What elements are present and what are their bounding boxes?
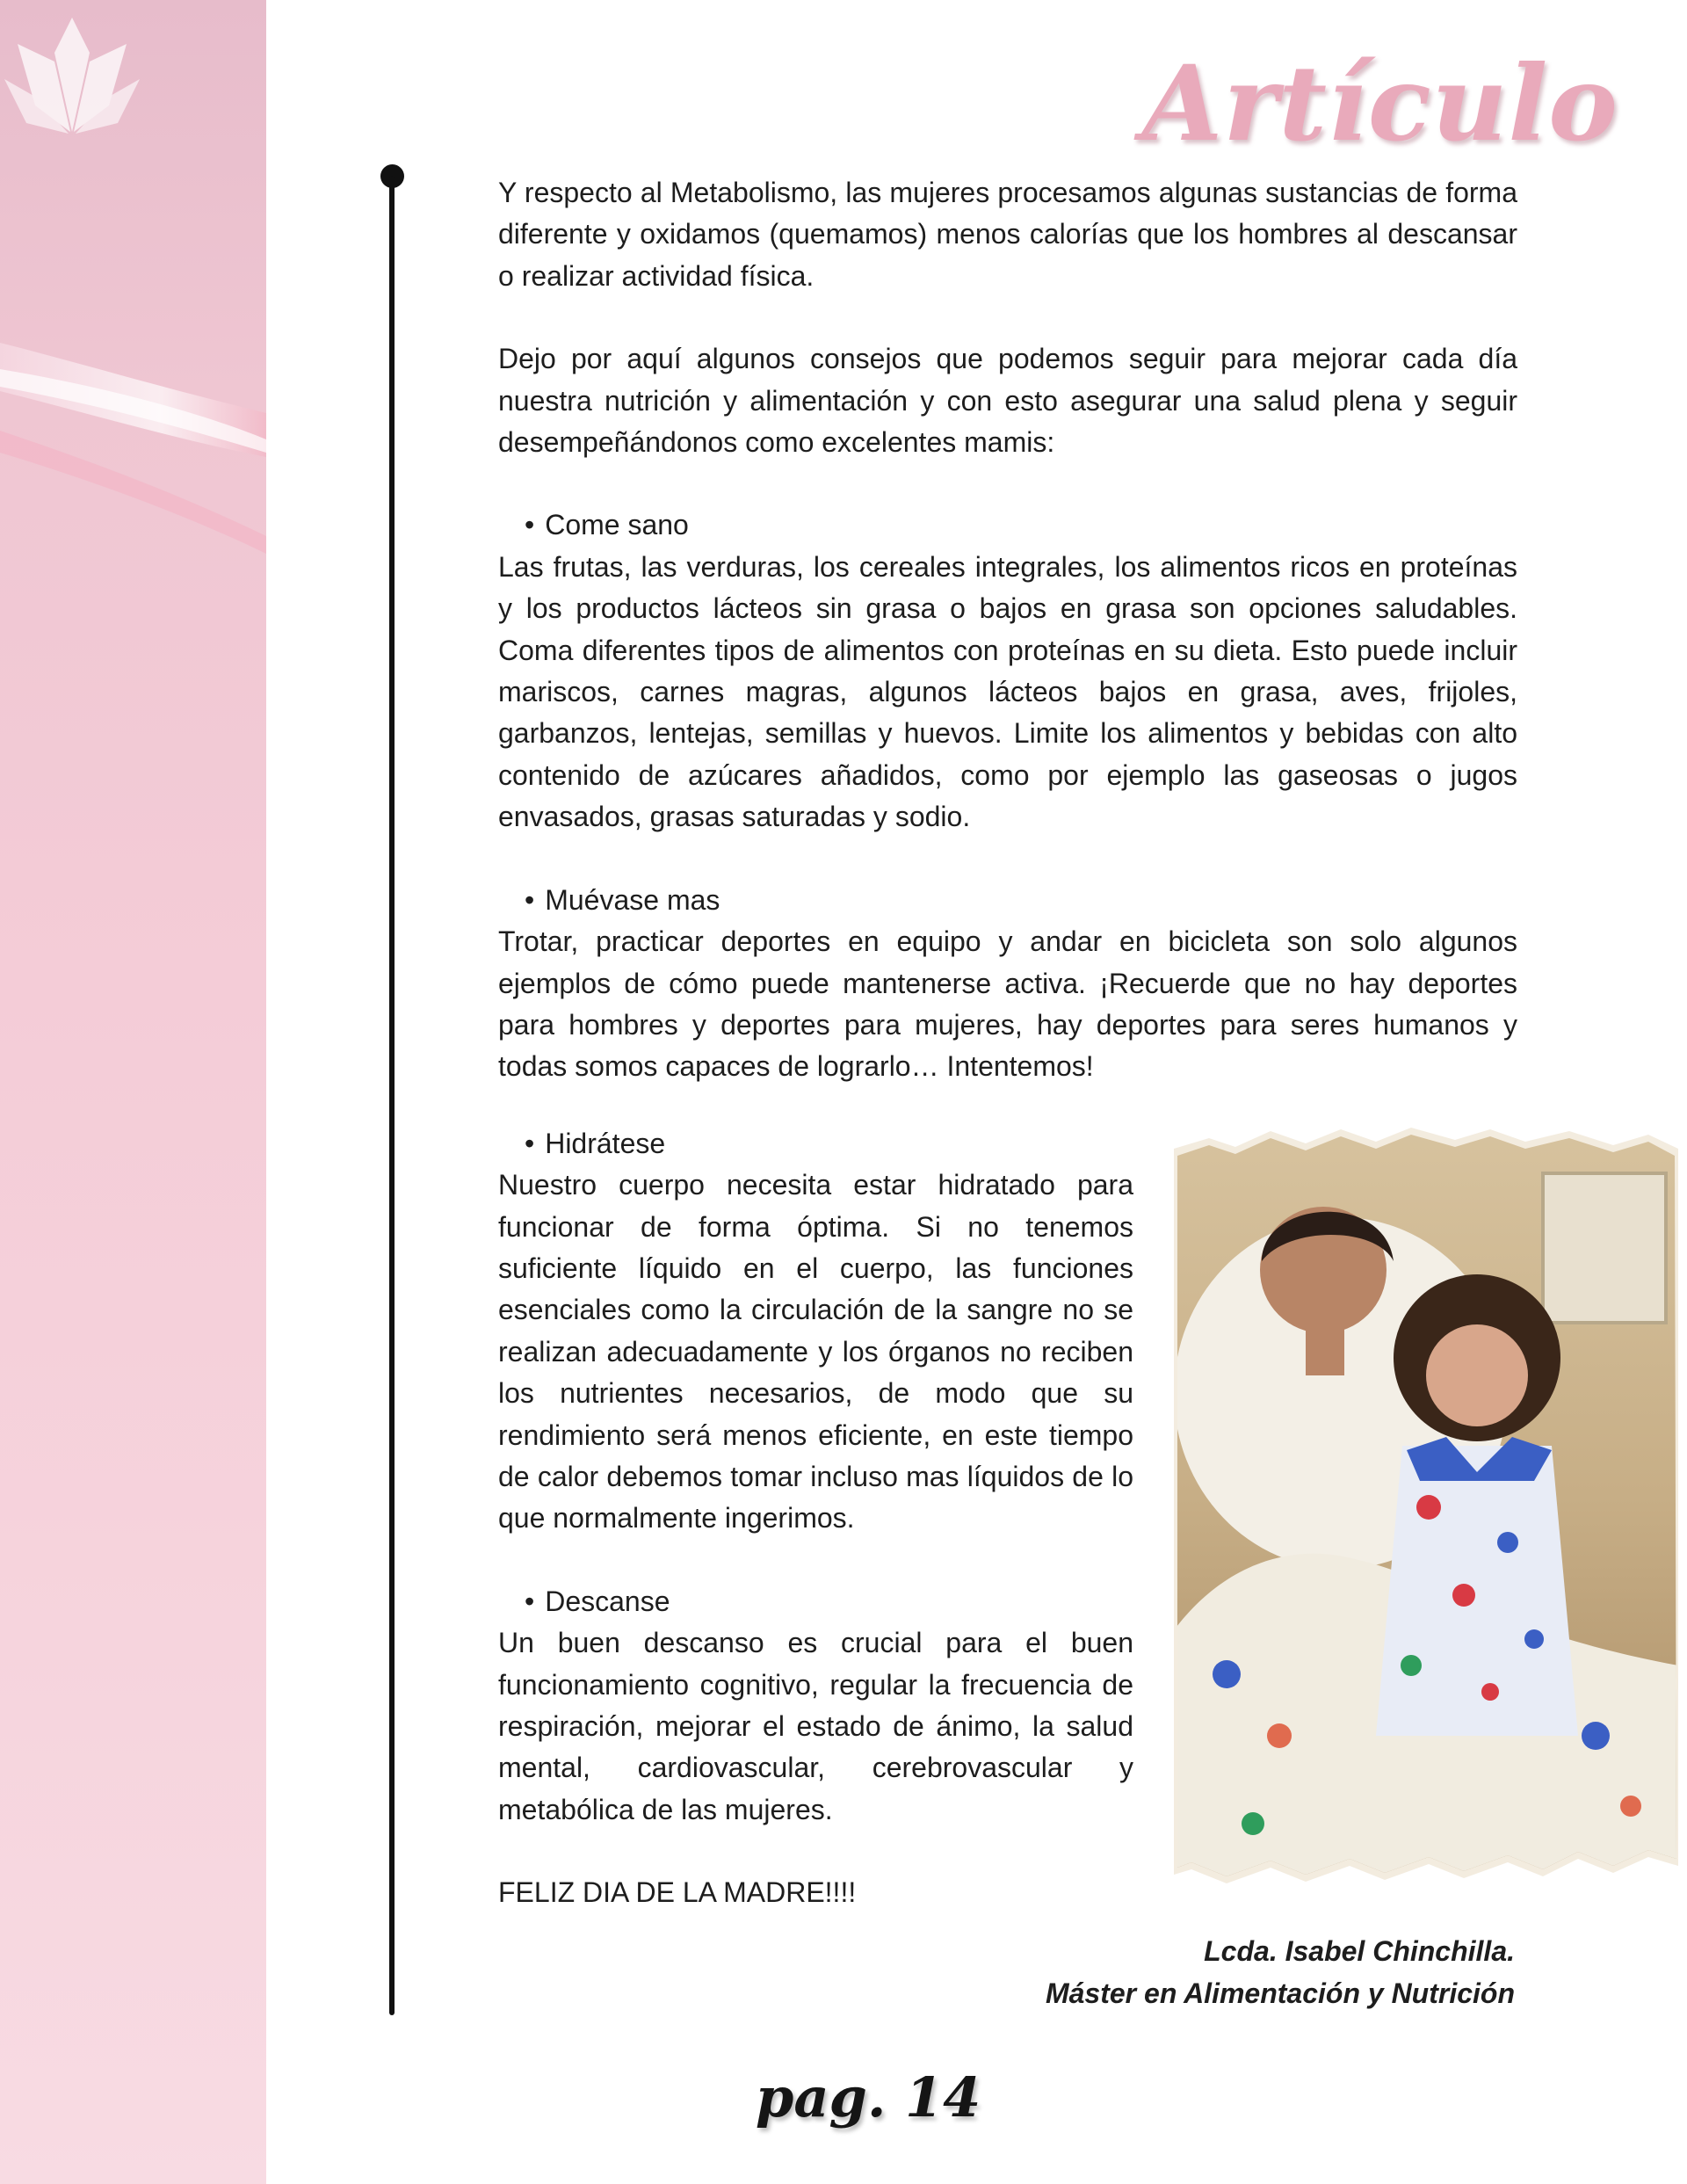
intro-paragraph-1: Y respecto al Metabolismo, las mujeres procesamos algunas sustancias de forma diferente y oxidamos (quemamos) menos calorías que los hombres al descansar o realizar actividad física. <box>498 177 1517 292</box>
tip-title-descanse: • Descanse <box>498 1581 1517 1622</box>
page-number: pag. 14 <box>756 2065 981 2130</box>
tip-text-descanse: Un buen descanso es crucial para el buen funcionamiento cognitivo, regular la frecuencia de respiración, mejorar el estado de ánimo, la salud mental, cardiovascular, cerebrovascular y metabólica de las mujeres. <box>498 1627 1133 1825</box>
author-title: Máster en Alimentación y Nutrición <box>1045 1977 1515 2009</box>
tip-text-muevase: Trotar, practicar deportes en equipo y andar en bicicleta son solo algunos ejemplos de cómo puede mantenerse activa. ¡Recuerde que no hay deportes para hombres y deportes para mujeres, hay deportes para seres humanos y todas somos capaces de lograrlo… Intentemos! <box>498 925 1517 1083</box>
intro-paragraph-2: Dejo por aquí algunos consejos que podemos seguir para mejorar cada día nuestra nutrición y alimentación y con esto asegurar una salud plena y seguir desempeñándonos como excelentes mamis: <box>498 343 1517 459</box>
photo-mother-daughter <box>1174 1103 1678 1890</box>
lotus-logo-icon <box>0 0 144 141</box>
closing-text: FELIZ DIA DE LA MADRE!!!! <box>498 1876 857 1909</box>
section-heading: Artículo <box>1141 42 1618 164</box>
tip-text-come-sano: Las frutas, las verduras, los cereales integrales, los alimentos ricos en proteínas y los productos lácteos sin grasa o bajos en grasa son opciones saludables. Coma diferentes tipos de alimentos con proteínas en su dieta. Esto puede incluir mariscos, carnes magras, algunos lácteos bajos en grasa, aves, frijoles, garbanzos, lentejas, semillas y huevos. Limite los alimentos y bebidas con alto contenido de azúcares añadidos, como por ejemplo las gaseosas o jugos envasados, grasas saturadas y sodio. <box>498 550 1517 833</box>
timeline-line <box>389 176 395 2015</box>
author-signature <box>1046 1930 1515 2014</box>
author-name: Lcda. Isabel Chinchilla. <box>1204 1935 1515 1967</box>
tip-title-muevase: • Muévase mas <box>498 880 1517 921</box>
tip-title-come-sano: • Come sano <box>498 504 1517 546</box>
author-photo <box>1174 1103 1678 1890</box>
tip-text-hidratese: Nuestro cuerpo necesita estar hidratado para funcionar de forma óptima. Si no tenemos suficiente líquido en el cuerpo, las funciones esenciales como la circulación de la sangre no se realizan adecuadamente y los órganos no reciben los nutrientes necesarios, de modo que su rendimiento será menos eficiente, en este tiempo de calor debemos tomar incluso mas líquidos de lo que normalmente ingerimos. <box>498 1169 1133 1535</box>
tip-title-hidratese: • Hidrátese <box>498 1123 1517 1165</box>
decorative-sidebar <box>0 0 266 2184</box>
